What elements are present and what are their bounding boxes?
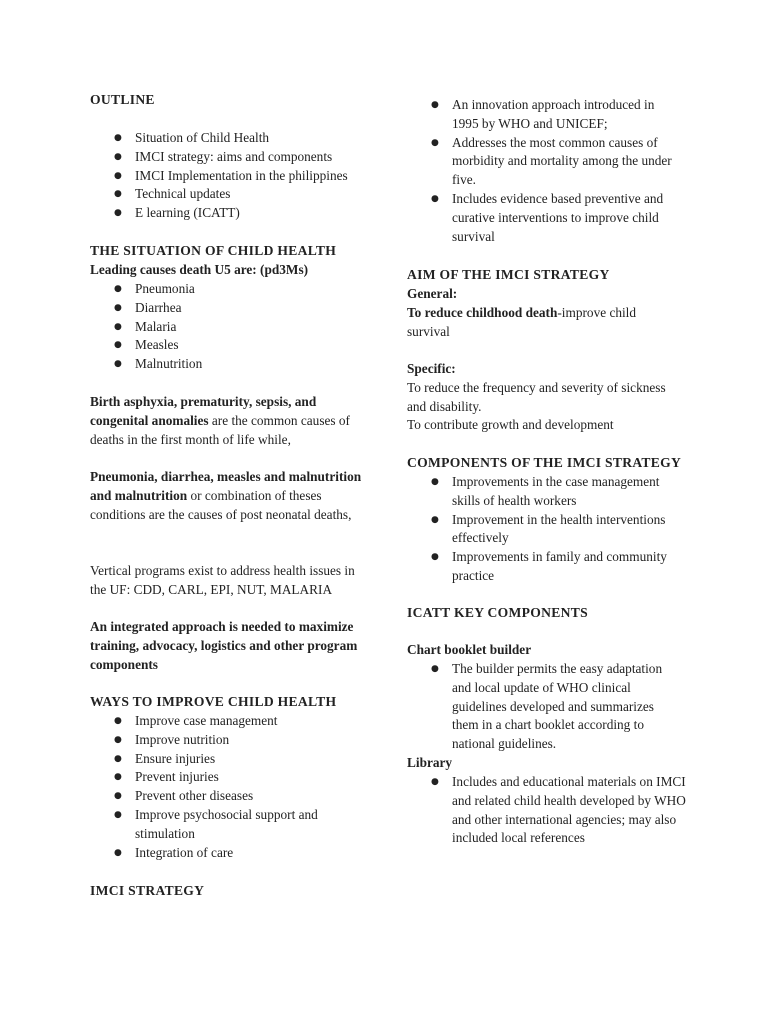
list-item: ● Prevent injuries bbox=[90, 768, 372, 787]
list-item: ● Addresses the most common causes of morbidity and mortality among the under five. bbox=[407, 134, 692, 190]
list-item: ● Improve psychosocial support and stimulation bbox=[90, 806, 372, 844]
list-item: ● IMCI strategy: aims and components bbox=[90, 148, 372, 167]
list-item: ● The builder permits the easy adaptation and local update of WHO clinical guidelines developed and summarizes them in a chart booklet according to national guidelines. bbox=[407, 660, 692, 754]
components-heading: COMPONENTS OF THE IMCI STRATEGY bbox=[407, 455, 682, 470]
aim-specific-label: Specific: bbox=[407, 361, 456, 376]
list-item: ● Includes and educational materials on IMCI and related child health developed by WHO and other international agencies; may also included local references bbox=[407, 773, 692, 848]
situation-subheading: Leading causes death U5 are: (pd3Ms) bbox=[90, 262, 309, 277]
list-item: ● Includes evidence based preventive and curative interventions to improve child survival bbox=[407, 190, 692, 246]
aim-specific-line-1: To reduce the frequency and severity of sickness and disability. bbox=[407, 380, 666, 414]
paragraph-text: are the common causes of deaths in the first month of life while, bbox=[90, 412, 350, 447]
list-item: ● Measles bbox=[90, 336, 372, 355]
outline-list bbox=[90, 129, 372, 223]
icatt-heading: ICATT KEY COMPONENTS bbox=[407, 605, 588, 620]
post-neonatal-paragraph bbox=[90, 468, 372, 524]
situation-heading: THE SITUATION OF CHILD HEALTH bbox=[90, 243, 337, 258]
aim-specific-line-2: To contribute growth and development bbox=[407, 417, 614, 432]
paragraph-bold-text: Pneumonia, diarrhea, measles and malnutrition and malnutrition bbox=[90, 469, 362, 503]
aim-general-rest: -improve child survival bbox=[407, 305, 637, 339]
list-item: ● Ensure injuries bbox=[90, 750, 372, 769]
aim-heading: AIM OF THE IMCI STRATEGY bbox=[407, 267, 610, 282]
aim-general-label: General: bbox=[407, 286, 458, 301]
ways-heading: WAYS TO IMPROVE CHILD HEALTH bbox=[90, 694, 337, 709]
list-item: ● Improvements in the case management skills of health workers bbox=[407, 473, 692, 511]
chart-booklet-label: Chart booklet builder bbox=[407, 642, 532, 657]
list-item: ● Prevent other diseases bbox=[90, 787, 372, 806]
list-item: ● IMCI Implementation in the philippines bbox=[90, 167, 372, 186]
paragraph-bold-text: Birth asphyxia, prematurity, sepsis, and congenital anomalies bbox=[90, 394, 317, 428]
list-item: ● Malaria bbox=[90, 318, 372, 337]
list-item: ● Pneumonia bbox=[90, 280, 372, 299]
imci-intro-list bbox=[407, 96, 692, 246]
aim-general-text bbox=[407, 304, 692, 342]
list-item: ● Improvements in family and community practice bbox=[407, 548, 692, 586]
components-list bbox=[407, 473, 692, 586]
list-item: ● Improve case management bbox=[90, 712, 372, 731]
list-item: ● E learning (ICATT) bbox=[90, 204, 372, 223]
library-label: Library bbox=[407, 755, 453, 770]
paragraph-text: or combination of theses conditions are the causes of post neonatal deaths, bbox=[90, 487, 352, 522]
imci-strategy-heading: IMCI STRATEGY bbox=[90, 883, 205, 898]
list-item: ● Improvement in the health interventions effectively bbox=[407, 511, 692, 549]
integrated-approach-paragraph: An integrated approach is needed to maximize training, advocacy, logistics and other program components bbox=[90, 619, 358, 672]
list-item: ● Malnutrition bbox=[90, 355, 372, 374]
vertical-programs-paragraph: Vertical programs exist to address health issues in the UF: CDD, CARL, EPI, NUT, MALARIA bbox=[90, 563, 355, 597]
library-list bbox=[407, 773, 692, 848]
aim-general-bold: To reduce childhood death bbox=[407, 305, 558, 320]
neonatal-paragraph bbox=[90, 393, 372, 449]
list-item: ● Improve nutrition bbox=[90, 731, 372, 750]
outline-heading: OUTLINE bbox=[90, 92, 155, 107]
list-item: ● Situation of Child Health bbox=[90, 129, 372, 148]
list-item: ● Diarrhea bbox=[90, 299, 372, 318]
list-item: ● Integration of care bbox=[90, 844, 372, 863]
ways-list bbox=[90, 712, 372, 862]
list-item: ● An innovation approach introduced in 1995 by WHO and UNICEF; bbox=[407, 96, 692, 134]
causes-list bbox=[90, 280, 372, 374]
list-item: ● Technical updates bbox=[90, 185, 372, 204]
chart-booklet-list bbox=[407, 660, 692, 754]
